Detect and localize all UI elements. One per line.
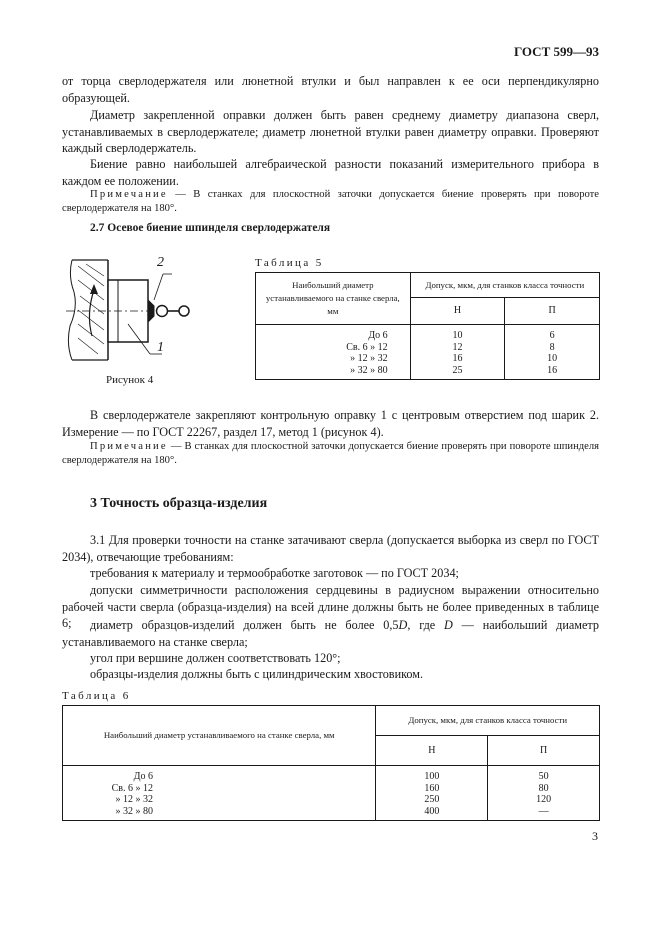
paragraph-mandrel-measurement: В сверлодержателе закрепляют контрольную оправку 1 с центровым отверстием под шарик 2. Измерение — по ГОСТ 22267, раздел 17, метод 1 (рисунок 4).	[62, 408, 599, 439]
figure-4-drawing	[66, 256, 196, 366]
table-5-col-diameter-header: Наибольший диаметр устанавливаемого на станке сверла, мм	[256, 273, 411, 325]
table-cell: 250	[424, 794, 440, 805]
figure-4-label-2: 2	[157, 255, 164, 270]
table-cell: 100	[424, 771, 440, 782]
table-6	[62, 705, 600, 821]
table-5-class-h-header: Н	[410, 298, 505, 325]
table-cell: 80	[538, 782, 549, 794]
table-row: Св. 6 » 12	[346, 341, 388, 353]
table-cell: 50	[538, 771, 549, 782]
table-cell: 120	[536, 794, 552, 805]
paragraph-diameter: диаметр образцов-изделий должен быть не более 0,5D, где D — наибольший диаметр устанавливаемого на станке сверла;	[62, 618, 599, 649]
table-5-class-h-values	[410, 325, 505, 380]
table-row: » 32 » 80	[115, 805, 153, 817]
table-row: » 12 » 32	[115, 794, 153, 805]
note-2	[62, 440, 599, 468]
paragraph-orientation: от торца сверлодержателя или люнетной втулки и был направлен к ее оси перпендикулярно образующей.	[62, 74, 599, 105]
table-cell: 10	[547, 353, 558, 364]
table-cell: 10	[452, 330, 463, 341]
table-5-tolerance-header: Допуск, мкм, для станков класса точности	[410, 273, 599, 298]
section-3-title: 3 Точность образца-изделия	[90, 496, 268, 511]
paragraph-runout-definition: Биение равно наибольшей алгебраической разности показаний измерительного прибора в каждом ее положении.	[62, 157, 599, 188]
paragraph-angle: угол при вершине должен соответствовать 120°;	[90, 651, 341, 665]
table-cell: 6	[549, 330, 555, 341]
page-number: 3	[592, 829, 598, 843]
table-6-class-h-header: Н	[376, 736, 488, 766]
paragraph-3-1: 3.1 Для проверки точности на станке затачивают сверла (допускается выборка из сверл по ГОСТ 2034), отвечающие требованиям:	[62, 533, 599, 564]
table-6-caption: Таблица 6	[62, 690, 131, 702]
table-6-col-diameter-header: Наибольший диаметр устанавливаемого на станке сверла, мм	[63, 706, 376, 766]
table-5	[255, 272, 600, 380]
figure-4-label-1: 1	[157, 340, 164, 355]
table-cell: 400	[424, 805, 440, 817]
document-header: ГОСТ 599—93	[513, 44, 599, 59]
note-1-text: — В станках для плоскостной заточки допускается биение проверять при повороте сверлодержателя на 180°.	[62, 189, 599, 214]
table-row: » 12 » 32	[350, 353, 388, 364]
section-2-7-title: 2.7 Осевое биение шпинделя сверлодержателя	[90, 222, 331, 234]
table-5-class-p-values	[505, 325, 600, 380]
note-2-label: Примечание	[90, 441, 168, 452]
table-5-class-p-header: П	[505, 298, 600, 325]
table-row: » 32 » 80	[350, 364, 388, 376]
table-6-class-h-values	[376, 766, 488, 821]
figure-4-caption: Рисунок 4	[106, 374, 154, 386]
paragraph-material: требования к материалу и термообработке заготовок — по ГОСТ 2034;	[90, 566, 459, 580]
note-1	[62, 188, 599, 216]
table-cell: 8	[549, 341, 555, 353]
table-5-diameters	[256, 325, 411, 380]
note-2-text: — В станках для плоскостной заточки допускается биение проверять при повороте шпинделя сверлодержателя на 180°.	[62, 441, 599, 466]
table-cell: 160	[424, 782, 440, 794]
table-cell: —	[538, 805, 549, 817]
table-6-class-p-header: П	[488, 736, 600, 766]
table-cell: 16	[547, 364, 558, 376]
table-5-caption: Таблица 5	[255, 257, 324, 269]
table-6-diameters	[63, 766, 376, 821]
paragraph-shank: образцы-изделия должны быть с цилиндрическим хвостовиком.	[90, 667, 424, 681]
paragraph-mandrel-diameter: Диаметр закрепленной оправки должен быть равен среднему диаметру диапазона сверл, устанавливаемых в сверлодержателе; диаметр люнетной втулки равен диаметру оправки. Проверяют каждый сверлодержатель.	[62, 108, 599, 155]
table-6-class-p-values	[488, 766, 600, 821]
table-row: До 6	[133, 771, 153, 782]
table-cell: 25	[452, 364, 463, 376]
paragraph-symmetry: допуски симметричности расположения сердцевины в радиусном выражении относительно рабочей части сверла (образца-изделия) на всей длине должны быть не более приведенных в таблице 6;	[62, 583, 599, 630]
table-6-tolerance-header: Допуск, мкм, для станков класса точности	[376, 706, 600, 736]
table-row: Св. 6 » 12	[111, 782, 153, 794]
table-row: До 6	[368, 330, 388, 341]
note-1-label: Примечание	[90, 189, 168, 200]
table-cell: 12	[452, 341, 463, 353]
table-cell: 16	[452, 353, 463, 364]
